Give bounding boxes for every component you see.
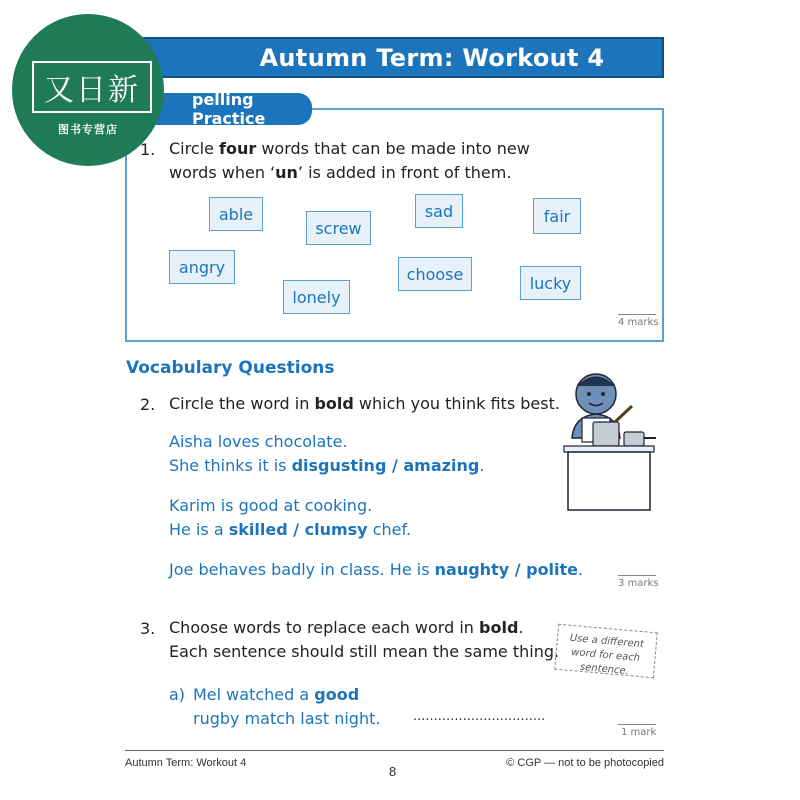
q2-options-2[interactable]: skilled / clumsy xyxy=(228,520,368,539)
logo-main-text: 又日新 xyxy=(32,61,152,113)
q2-marks-line xyxy=(618,575,656,576)
q2-prompt: Circle the word in bold which you think fits best. xyxy=(169,394,560,413)
word-card-able[interactable]: able xyxy=(209,197,263,231)
q3a-answer-line[interactable]: ................................ xyxy=(413,709,546,724)
page-title-bar xyxy=(140,37,664,78)
q1-number: 1. xyxy=(140,140,156,159)
spelling-section-label: pelling Practice xyxy=(192,90,266,128)
q3-marks-line xyxy=(618,724,656,725)
q2-number: 2. xyxy=(140,395,156,414)
word-card-angry[interactable]: angry xyxy=(169,250,235,284)
store-logo xyxy=(12,14,164,166)
q3-number: 3. xyxy=(140,619,156,638)
word-card-choose[interactable]: choose xyxy=(398,257,472,291)
hint-note: Use a different word for each sentence. xyxy=(554,624,658,679)
word-card-fair[interactable]: fair xyxy=(533,198,581,234)
footer-divider xyxy=(125,750,664,751)
q1-marks: 4 marks xyxy=(618,317,659,328)
q2-options-1[interactable]: disgusting / amazing xyxy=(291,456,480,475)
word-card-lonely[interactable]: lonely xyxy=(283,280,350,314)
q2-marks: 3 marks xyxy=(618,578,659,589)
footer-copyright: © CGP — not to be photocopied xyxy=(506,757,664,769)
q3-marks: 1 mark xyxy=(621,727,657,738)
q2-sentence-2: Karim is good at cooking. He is a skilled / clumsy chef. xyxy=(169,496,412,539)
q1-marks-line xyxy=(618,314,656,315)
q3-prompt: Choose words to replace each word in bold. Each sentence should still mean the same thing. xyxy=(169,618,560,661)
footer-left-text: Autumn Term: Workout 4 xyxy=(125,757,247,769)
page-number: 8 xyxy=(389,764,397,779)
q2-options-3[interactable]: naughty / polite xyxy=(434,560,579,579)
page-title: Autumn Term: Workout 4 xyxy=(259,43,605,72)
word-card-lucky[interactable]: lucky xyxy=(520,266,581,300)
logo-sub-text: 图书专营店 xyxy=(58,123,118,136)
word-card-screw[interactable]: screw xyxy=(306,211,371,245)
q1-text: Circle four words that can be made into new words when ‘un’ is added in front of them. xyxy=(169,139,530,182)
q3a-sentence: Mel watched a good rugby match last night. xyxy=(193,685,381,728)
spelling-section-tab xyxy=(140,90,312,128)
word-card-sad[interactable]: sad xyxy=(415,194,463,228)
q3a-label: a) xyxy=(169,685,186,704)
vocabulary-section-title: Vocabulary Questions xyxy=(126,358,335,378)
q2-sentence-1: Aisha loves chocolate. She thinks it is disgusting / amazing. xyxy=(169,432,485,475)
q2-sentence-3: Joe behaves badly in class. He is naughty / polite. xyxy=(169,560,584,579)
chef-cooking-icon xyxy=(560,368,660,513)
